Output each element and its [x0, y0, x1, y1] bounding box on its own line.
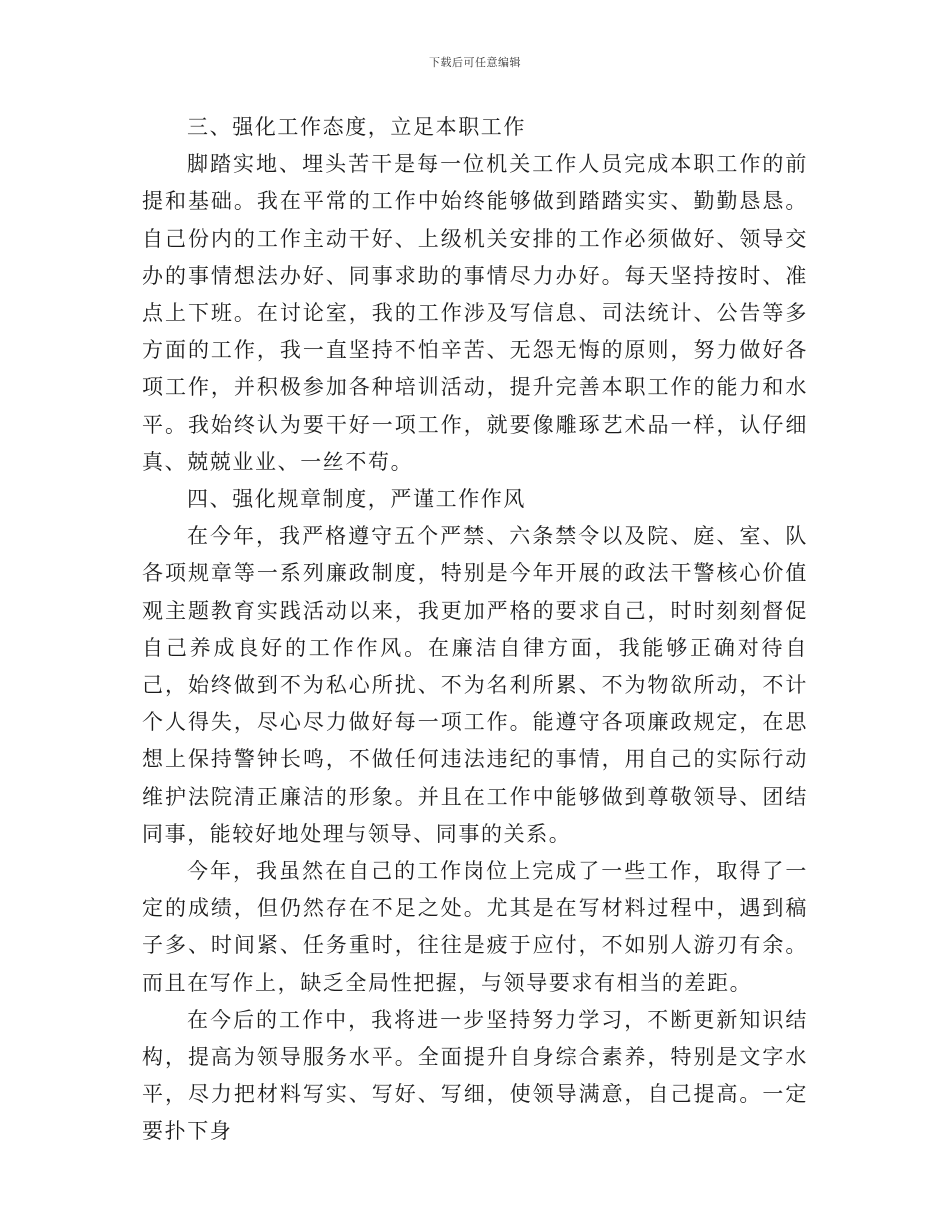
page-header: 下载后可任意编辑	[429, 56, 521, 69]
body-paragraph: 脚踏实地、埋头苦干是每一位机关工作人员完成本职工作的前提和基础。我在平常的工作中始终能够做到踏踏实实、勤勤恳恳。自己份内的工作主动干好、上级机关安排的工作必须做好、领导交办的事情想法办好、同事求助的事情尽力办好。每天坚持按时、准点上下班。在讨论室，我的工作涉及写信息、司法统计、公告等多方面的工作，我一直坚持不怕辛苦、无怨无悔的原则，努力做好各项工作，并积极参加各种培训活动，提升完善本职工作的能力和水平。我始终认为要干好一项工作，就要像雕琢艺术品一样，认仔细真、兢兢业业、一丝不苟。	[142, 152, 808, 474]
body-paragraph: 今年，我虽然在自己的工作岗位上完成了一些工作，取得了一定的成绩，但仍然存在不足之处。尤其是在写材料过程中，遇到稿子多、时间紧、任务重时，往往是疲于应付，不如别人游刃有余。而且在写作上，缺乏全局性把握，与领导要求有相当的差距。	[142, 859, 808, 995]
section-heading-3: 三、强化工作态度，立足本职工作	[187, 115, 526, 139]
document-body	[142, 109, 808, 1151]
body-paragraph: 在今年，我严格遵守五个严禁、六条禁令以及院、庭、室、队各项规章等一系列廉政制度，特别是今年开展的政法干警核心价值观主题教育实践活动以来，我更加严格的要求自己，时时刻刻督促自己养成良好的工作作风。在廉洁自律方面，我能够正确对待自己，始终做到不为私心所扰、不为名利所累、不为物欲所动，不计个人得失，尽心尽力做好每一项工作。能遵守各项廉政规定，在思想上保持警钟长鸣，不做任何违法违纪的事情，用自己的实际行动维护法院清正廉洁的形象。并且在工作中能够做到尊敬领导、团结同事，能较好地处理与领导、同事的关系。	[142, 524, 808, 846]
body-paragraph: 在今后的工作中，我将进一步坚持努力学习，不断更新知识结构，提高为领导服务水平。全面提升自身综合素养，特别是文字水平，尽力把材料写实、写好、写细，使领导满意，自己提高。一定要扑下身	[142, 1007, 808, 1144]
section-heading-4: 四、强化规章制度，严谨工作作风	[187, 487, 526, 512]
